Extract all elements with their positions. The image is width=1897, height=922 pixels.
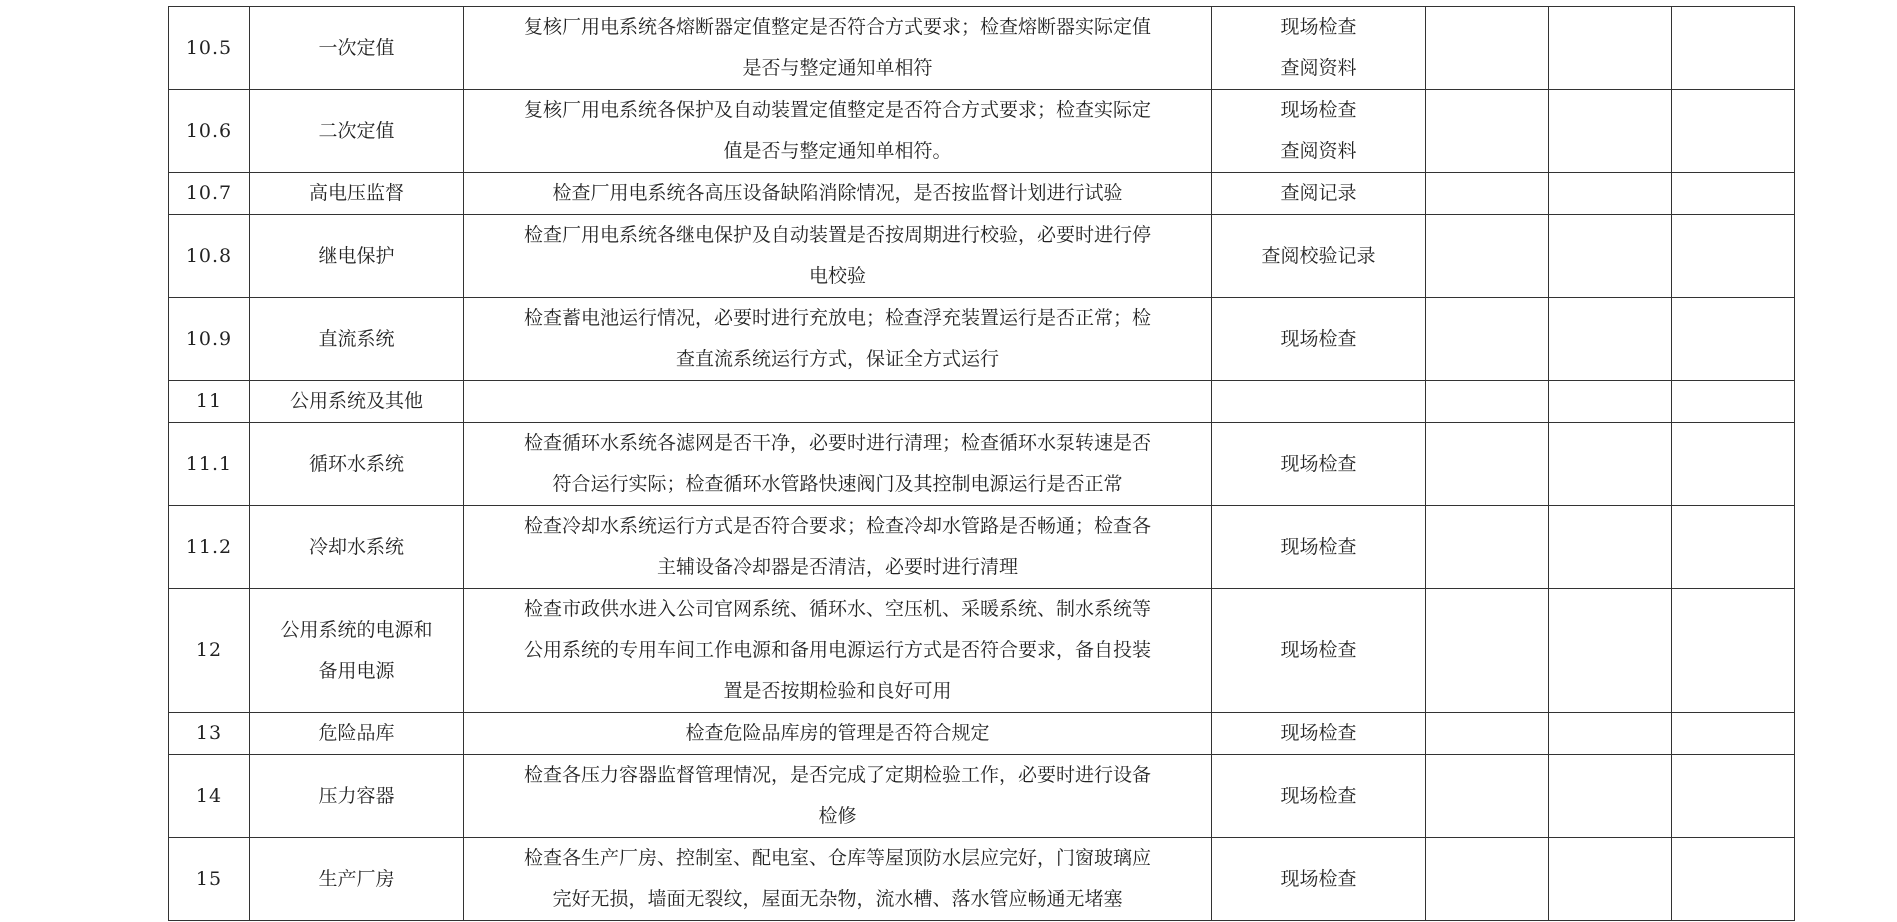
empty-cell	[1549, 589, 1672, 713]
empty-cell	[1672, 173, 1795, 215]
inspection-content	[464, 215, 1212, 298]
inspection-item-line: 继电保护	[318, 244, 395, 267]
table-row	[169, 90, 1795, 173]
inspection-content	[464, 173, 1212, 215]
empty-cell	[1549, 7, 1672, 90]
empty-cell	[1672, 589, 1795, 713]
inspection-item-line: 二次定值	[318, 119, 395, 142]
inspection-method-line: 现场检查	[1280, 639, 1357, 661]
empty-cell	[1426, 173, 1549, 215]
inspection-item	[250, 298, 464, 381]
inspection-content	[464, 7, 1212, 90]
inspection-table	[168, 6, 1795, 921]
inspection-content-line: 值是否与整定通知单相符。	[723, 140, 952, 162]
inspection-content-line: 检查各压力容器监督管理情况，是否完成了定期检验工作，必要时进行设备	[523, 764, 1151, 786]
inspection-content-line: 主辅设备冷却器是否清洁，必要时进行清理	[656, 556, 1018, 578]
inspection-table-body	[169, 7, 1795, 921]
table-row	[169, 381, 1795, 423]
empty-cell	[1426, 589, 1549, 713]
inspection-content	[464, 755, 1212, 838]
empty-cell	[1426, 215, 1549, 298]
inspection-content	[464, 298, 1212, 381]
inspection-item-line: 高电压监督	[308, 182, 404, 204]
table-row	[169, 713, 1795, 755]
inspection-content	[464, 423, 1212, 506]
inspection-content-line: 电校验	[808, 265, 866, 287]
row-number: 11.2	[169, 506, 250, 589]
inspection-method-line: 查阅资料	[1280, 140, 1357, 162]
inspection-content-line: 复核厂用电系统各保护及自动装置定值整定是否符合方式要求；检查实际定	[523, 99, 1151, 121]
empty-cell	[1426, 381, 1549, 423]
empty-cell	[1426, 713, 1549, 755]
row-number: 13	[169, 713, 250, 755]
inspection-item-line: 循环水系统	[308, 452, 404, 475]
empty-cell	[1549, 713, 1672, 755]
inspection-item-line: 备用电源	[318, 659, 395, 682]
row-number: 10.8	[169, 215, 250, 298]
empty-cell	[1426, 7, 1549, 90]
inspection-content-line: 公用系统的专用车间工作电源和备用电源运行方式是否符合要求，备自投装	[523, 639, 1151, 661]
empty-cell	[1672, 755, 1795, 838]
inspection-item	[250, 838, 464, 921]
inspection-item-line: 冷却水系统	[308, 535, 404, 558]
inspection-item-line: 一次定值	[318, 36, 395, 59]
inspection-method-line: 查阅记录	[1280, 182, 1357, 204]
inspection-content	[464, 589, 1212, 713]
inspection-method-line: 现场检查	[1280, 327, 1357, 350]
inspection-method	[1212, 173, 1426, 215]
inspection-item-line: 压力容器	[318, 784, 395, 807]
inspection-item	[250, 90, 464, 173]
inspection-item-line: 生产厂房	[318, 867, 395, 890]
inspection-item	[250, 215, 464, 298]
inspection-method	[1212, 755, 1426, 838]
inspection-content-line: 复核厂用电系统各熔断器定值整定是否符合方式要求；检查熔断器实际定值	[523, 16, 1151, 38]
inspection-method	[1212, 90, 1426, 173]
row-number: 10.9	[169, 298, 250, 381]
inspection-content-line: 检查危险品库房的管理是否符合规定	[685, 722, 990, 744]
empty-cell	[1549, 173, 1672, 215]
inspection-content	[464, 381, 1212, 423]
inspection-method-line: 现场检查	[1280, 535, 1357, 558]
inspection-content	[464, 713, 1212, 755]
inspection-method	[1212, 7, 1426, 90]
inspection-content-line: 符合运行实际；检查循环水管路快速阀门及其控制电源运行是否正常	[552, 473, 1123, 495]
empty-cell	[1549, 755, 1672, 838]
empty-cell	[1426, 90, 1549, 173]
inspection-item-line: 公用系统及其他	[289, 390, 423, 412]
inspection-item	[250, 381, 464, 423]
inspection-item-line: 公用系统的电源和	[280, 618, 433, 641]
table-row	[169, 173, 1795, 215]
inspection-content-line: 置是否按期检验和良好可用	[723, 680, 952, 702]
inspection-item	[250, 589, 464, 713]
table-row	[169, 506, 1795, 589]
empty-cell	[1549, 215, 1672, 298]
inspection-content	[464, 838, 1212, 921]
empty-cell	[1672, 713, 1795, 755]
inspection-content-line: 检查各生产厂房、控制室、配电室、仓库等屋顶防水层应完好，门窗玻璃应	[523, 847, 1151, 869]
empty-cell	[1426, 755, 1549, 838]
empty-cell	[1549, 381, 1672, 423]
inspection-method	[1212, 215, 1426, 298]
inspection-method	[1212, 506, 1426, 589]
empty-cell	[1426, 838, 1549, 921]
inspection-method	[1212, 589, 1426, 713]
inspection-item	[250, 713, 464, 755]
inspection-method	[1212, 713, 1426, 755]
empty-cell	[1549, 90, 1672, 173]
inspection-item-line: 直流系统	[318, 327, 395, 350]
empty-cell	[1672, 381, 1795, 423]
row-number: 12	[169, 589, 250, 713]
row-number: 10.5	[169, 7, 250, 90]
inspection-content-line: 查直流系统运行方式，保证全方式运行	[675, 348, 999, 370]
table-row	[169, 589, 1795, 713]
inspection-content-line: 检修	[818, 805, 857, 827]
empty-cell	[1549, 298, 1672, 381]
empty-cell	[1549, 838, 1672, 921]
empty-cell	[1549, 423, 1672, 506]
table-row	[169, 7, 1795, 90]
inspection-method-line: 现场检查	[1280, 784, 1357, 807]
inspection-content-line: 检查市政供水进入公司官网系统、循环水、空压机、采暖系统、制水系统等	[523, 598, 1151, 620]
inspection-item	[250, 506, 464, 589]
inspection-method	[1212, 381, 1426, 423]
inspection-item	[250, 423, 464, 506]
row-number: 10.7	[169, 173, 250, 215]
inspection-content-line: 是否与整定通知单相符	[742, 57, 933, 79]
row-number: 10.6	[169, 90, 250, 173]
empty-cell	[1672, 423, 1795, 506]
inspection-content-line: 检查厂用电系统各继电保护及自动装置是否按周期进行校验，必要时进行停	[523, 224, 1151, 246]
row-number: 15	[169, 838, 250, 921]
inspection-item-line: 危险品库	[318, 722, 395, 744]
empty-cell	[1672, 90, 1795, 173]
inspection-method-line: 现场检查	[1280, 99, 1357, 121]
inspection-content-line: 检查循环水系统各滤网是否干净，必要时进行清理；检查循环水泵转速是否	[523, 432, 1151, 454]
empty-cell	[1672, 215, 1795, 298]
row-number: 11.1	[169, 423, 250, 506]
empty-cell	[1426, 506, 1549, 589]
inspection-method	[1212, 423, 1426, 506]
inspection-content-line: 完好无损，墙面无裂纹，屋面无杂物，流水槽、落水管应畅通无堵塞	[552, 888, 1123, 910]
table-row	[169, 838, 1795, 921]
inspection-method-line: 查阅资料	[1280, 57, 1357, 79]
inspection-item	[250, 755, 464, 838]
inspection-content-line: 检查厂用电系统各高压设备缺陷消除情况，是否按监督计划进行试验	[552, 182, 1123, 204]
empty-cell	[1549, 506, 1672, 589]
inspection-method-line: 查阅校验记录	[1261, 244, 1376, 267]
empty-cell	[1426, 298, 1549, 381]
empty-cell	[1672, 506, 1795, 589]
inspection-method-line: 现场检查	[1280, 722, 1357, 744]
inspection-content	[464, 506, 1212, 589]
table-row	[169, 423, 1795, 506]
table-row	[169, 215, 1795, 298]
inspection-method-line: 现场检查	[1280, 867, 1357, 890]
table-row	[169, 755, 1795, 838]
inspection-method	[1212, 298, 1426, 381]
inspection-item	[250, 7, 464, 90]
table-row	[169, 298, 1795, 381]
inspection-content-line: 检查冷却水系统运行方式是否符合要求；检查冷却水管路是否畅通；检查各	[523, 515, 1151, 537]
empty-cell	[1426, 423, 1549, 506]
inspection-method-line: 现场检查	[1280, 452, 1357, 475]
inspection-content	[464, 90, 1212, 173]
inspection-method	[1212, 838, 1426, 921]
empty-cell	[1672, 838, 1795, 921]
empty-cell	[1672, 298, 1795, 381]
row-number: 14	[169, 755, 250, 838]
inspection-method-line: 现场检查	[1280, 16, 1357, 38]
inspection-content-line: 检查蓄电池运行情况，必要时进行充放电；检查浮充装置运行是否正常；检	[523, 307, 1151, 329]
empty-cell	[1672, 7, 1795, 90]
inspection-item	[250, 173, 464, 215]
row-number: 11	[169, 381, 250, 423]
